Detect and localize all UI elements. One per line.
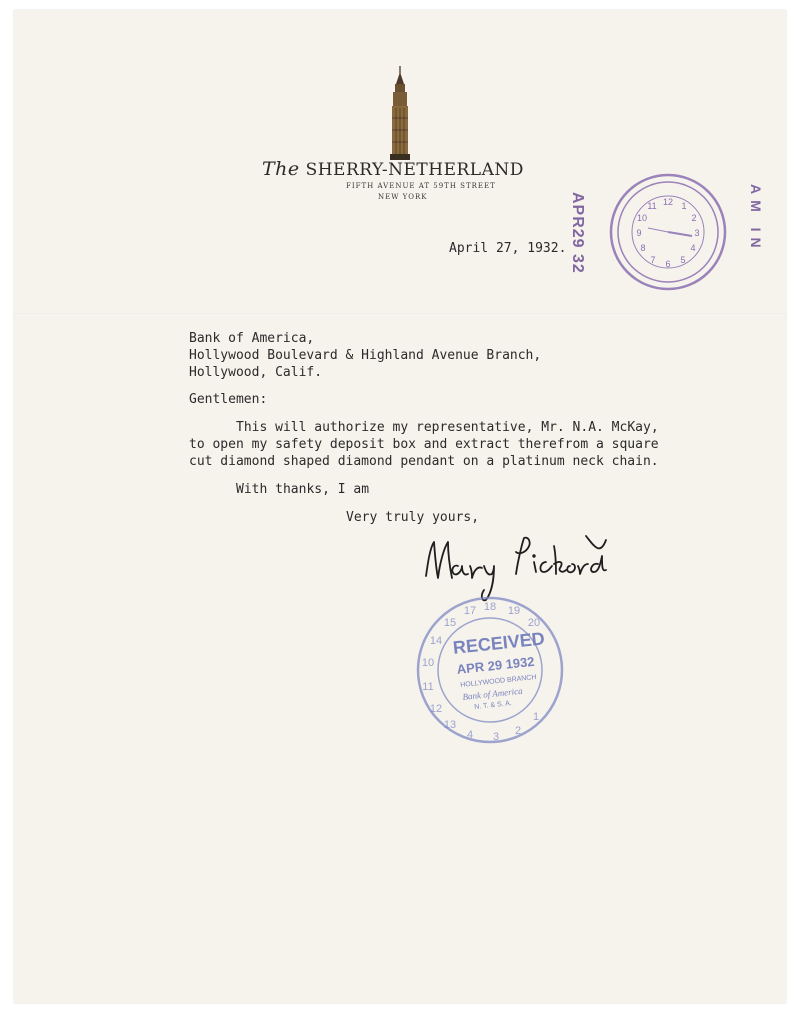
svg-text:6: 6	[665, 259, 671, 269]
body-line-2: to open my safety deposit box and extract therefrom a square	[189, 437, 659, 452]
recipient-line-1: Bank of America,	[189, 331, 315, 346]
hotel-name-main: SHERRY-NETHERLAND	[305, 160, 524, 180]
svg-text:10: 10	[421, 657, 435, 669]
received-stamp-line-4: Bank of America	[462, 685, 524, 702]
closing-line: Very truly yours,	[346, 510, 480, 525]
salutation: Gentlemen:	[189, 392, 268, 407]
body-line-1: This will authorize my representative, Mr. N.A. McKay,	[236, 420, 659, 435]
svg-text:12: 12	[662, 197, 674, 207]
recipient-line-3: Hollywood, Calif.	[189, 365, 323, 380]
svg-text:15: 15	[443, 617, 457, 629]
svg-text:11: 11	[422, 681, 434, 693]
hotel-name-the: The	[262, 158, 300, 180]
svg-text:18: 18	[483, 601, 497, 613]
svg-text:13: 13	[443, 719, 457, 731]
hotel-city: NEW YORK	[378, 193, 428, 201]
hotel-name	[262, 158, 542, 180]
svg-text:2: 2	[691, 213, 697, 223]
svg-text:2: 2	[514, 725, 522, 737]
received-stamp-line-1: RECEIVED	[452, 628, 546, 658]
received-stamp-line-5: N. T. & S. A.	[474, 700, 513, 711]
body-line-3: cut diamond shaped diamond pendant on a platinum neck chain.	[189, 454, 659, 469]
received-stamp-line-3: HOLLYWOOD BRANCH	[460, 674, 537, 689]
svg-text:4: 4	[466, 729, 474, 741]
svg-text:19: 19	[507, 605, 521, 617]
svg-text:9: 9	[636, 228, 642, 238]
clock-stamp-icon	[608, 172, 728, 292]
svg-text:3: 3	[694, 228, 700, 238]
svg-text:14: 14	[429, 635, 443, 647]
svg-text:5: 5	[680, 255, 686, 265]
paper-fold-line	[14, 313, 786, 315]
svg-text:1: 1	[681, 201, 687, 211]
hotel-address: FIFTH AVENUE AT 59TH STREET	[346, 182, 496, 190]
letter-date: April 27, 1932.	[449, 241, 567, 256]
svg-text:1: 1	[532, 711, 540, 723]
svg-text:11: 11	[647, 201, 657, 211]
am-in-stamp: AM IN	[748, 184, 764, 254]
svg-text:4: 4	[690, 243, 696, 253]
svg-text:12: 12	[429, 703, 443, 715]
svg-text:3: 3	[492, 731, 500, 743]
svg-text:7: 7	[650, 255, 656, 265]
recipient-line-2: Hollywood Boulevard & Highland Avenue Branch,	[189, 348, 542, 363]
svg-text:8: 8	[640, 243, 646, 253]
tower-logo-icon	[384, 66, 416, 162]
svg-text:10: 10	[636, 213, 648, 223]
thanks-line: With thanks, I am	[236, 482, 370, 497]
svg-text:17: 17	[463, 605, 477, 617]
received-stamp-line-2: APR 29 1932	[456, 653, 536, 677]
received-date-stamp: APR29 32	[569, 192, 586, 274]
svg-text:20: 20	[527, 617, 541, 629]
